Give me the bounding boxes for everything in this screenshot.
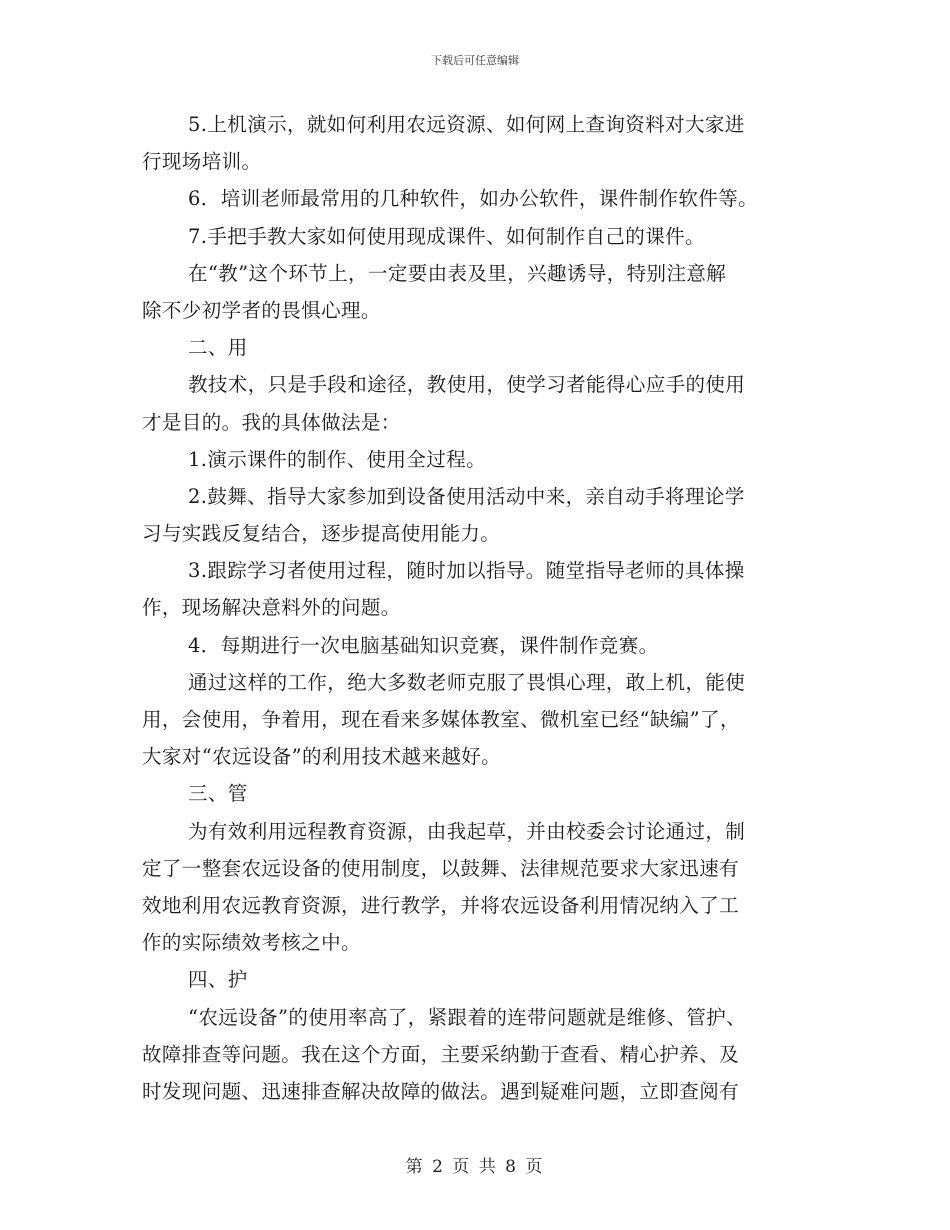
text-line: 除不少初学者的畏惧心理。 [142,298,381,322]
text-line: 行现场培训。 [142,150,262,174]
text-line: 二、用 [188,336,248,360]
text-line: 效地利用农远教育资源，进行教学，并将农远设备利用情况纳入了工 [142,893,740,917]
text-line: 5.上机演示，就如何利用农远资源、如何网上查询资料对大家进 [188,113,745,136]
text-line: 7.手把手教大家如何使用现成课件、如何制作自己的课件。 [188,224,705,248]
text-line: 6．培训老师最常用的几种软件，如办公软件，课件制作软件等。 [188,187,759,211]
page-footer: 第 2 页 共 8 页 [405,1157,545,1177]
text-line: 为有效利用远程教育资源，由我起草，并由校委会讨论通过，制 [188,819,746,843]
text-line: 用，会使用，争着用，现在看来多媒体教室、微机室已经“缺编”了， [142,708,740,731]
text-line: 作，现场解决意料外的问题。 [142,596,401,620]
text-line: 大家对“农远设备”的利用技术越来越好。 [142,745,502,769]
document-body [142,106,810,1110]
text-line: 1.演示课件的制作、使用全过程。 [188,447,487,471]
text-line: 在“教”这个环节上，一定要由表及里，兴趣诱导，特别注意解 [188,261,727,285]
text-line: 时发现问题、迅速排查解决故障的做法。遇到疑难问题，立即查阅有 [142,1079,740,1103]
text-line: 教技术，只是手段和途径，教使用，使学习者能得心应手的使用 [188,373,746,397]
text-line: 三、管 [188,782,248,806]
text-line: 故障排查等问题。我在这个方面，主要采纳勤于查看、精心护养、及 [142,1042,740,1066]
text-line: 通过这样的工作，绝大多数老师克服了畏惧心理，敢上机，能使 [188,670,746,694]
text-line: 作的实际绩效考核之中。 [142,931,361,955]
text-line: 定了一整套农远设备的使用制度，以鼓舞、法律规范要求大家迅速有 [142,856,740,880]
text-line: 3.跟踪学习者使用过程，随时加以指导。随堂指导老师的具体操 [188,559,745,583]
text-line: “农远设备”的使用率高了，紧跟着的连带问题就是维修、管护、 [188,1005,747,1029]
text-line: 习与实践反复结合，逐步提高使用能力。 [142,522,501,546]
text-line: 2.鼓舞、指导大家参加到设备使用活动中来，亲自动手将理论学 [188,484,745,508]
text-line: 才是目的。我的具体做法是： [142,410,401,434]
page-header: 下载后可任意编辑 [431,54,519,67]
text-line: 四、护 [188,968,248,992]
text-line: 4．每期进行一次电脑基础知识竞赛，课件制作竞赛。 [188,633,659,657]
